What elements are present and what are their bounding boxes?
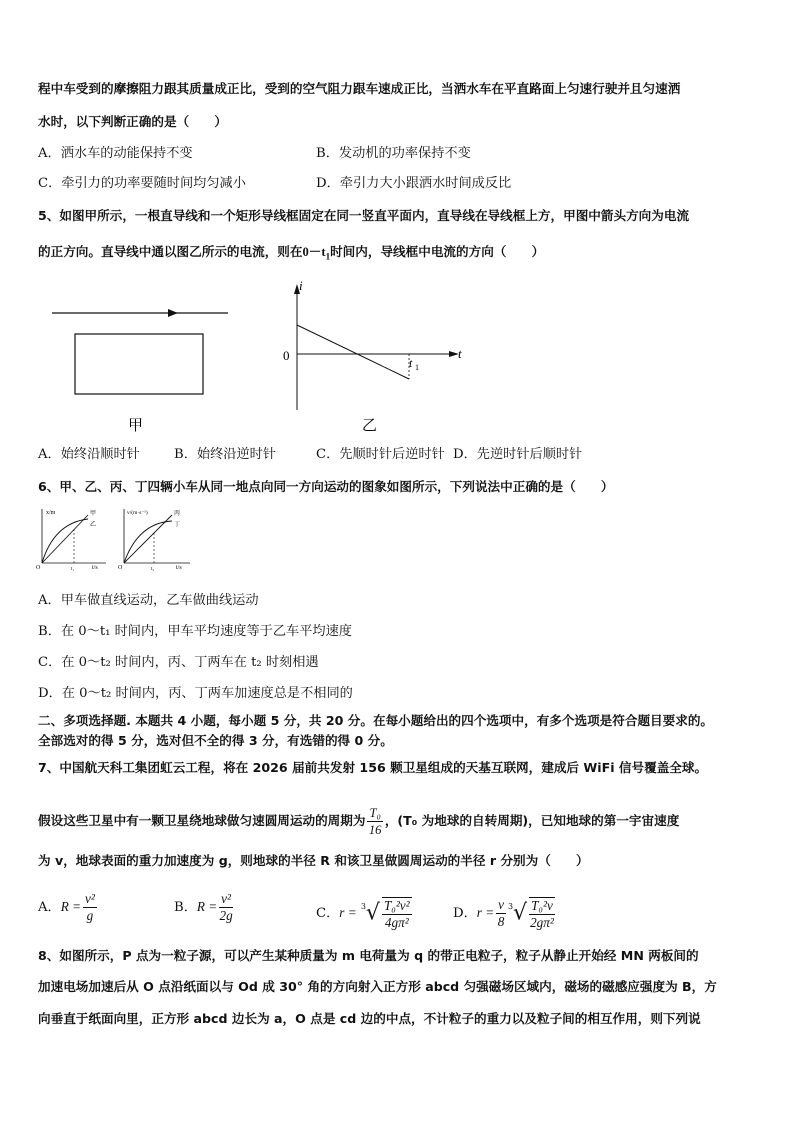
q7-c-root-index: 3 (360, 902, 366, 911)
t1-label: t (409, 356, 413, 370)
q5-stem-post: 时间内，导线框中电流的方向（ ） (330, 244, 545, 259)
q5-option-a[interactable]: A．始终沿顺时针 (38, 447, 140, 462)
q7-option-b[interactable] (174, 888, 235, 927)
vt-curve1-label: 丙 (174, 511, 181, 517)
q4-option-a[interactable]: A．洒水车的动能保持不变 (38, 146, 193, 161)
q5-stem-line-2 (38, 243, 544, 266)
q7-c-lhs: r = (339, 905, 357, 920)
q7-b-fraction (219, 891, 233, 924)
q7-period-den: 16 (368, 823, 382, 837)
q7-stem-line-1: 7、中国航天科工集团虹云工程，将在 2026 届前共发射 156 颗卫星组成的天基互联网，建成后 WiFi 信号覆盖全球。 (38, 760, 708, 775)
vt-xlabel: t/s (176, 565, 182, 571)
q5-time-range-text: 0－t (302, 245, 326, 259)
q6-option-a[interactable]: A．甲车做直线运动，乙车做曲线运动 (38, 593, 259, 608)
q5-stem-line-1: 5、如图甲所示，一根直导线和一个矩形导线框固定在同一竖直平面内，直导线在导线框上方，甲图中箭头方向为电流 (38, 208, 690, 223)
q4-option-d[interactable]: D．牵引力大小跟洒水时间成反比 (316, 176, 512, 191)
t1-subscript: 1 (415, 363, 419, 372)
q7-option-d[interactable] (453, 888, 557, 933)
q7-d-radical-icon: √ (513, 900, 528, 926)
q7-stem-post: ，(T₀ 为地球的自转周期)，已知地球的第一宇宙速度 (384, 813, 680, 828)
q7-a-fraction (83, 891, 97, 924)
q4-option-b[interactable]: B．发动机的功率保持不变 (316, 146, 471, 161)
q8-stem-line-1: 8、如图所示，P 点为一粒子源，可以产生某种质量为 m 电荷量为 q 的带正电粒子，粒子从静止开始经 MN 两板间的 (38, 948, 699, 963)
q7-option-a[interactable] (38, 888, 99, 927)
q7-d-num: T₀²v (531, 897, 553, 913)
q5-option-c[interactable]: C．先顺时针后逆时针 (316, 447, 445, 462)
q7-c-den: 4gπ² (384, 914, 409, 930)
q7-b-den: 2g (219, 908, 233, 923)
q7-b-label: B． (174, 900, 197, 915)
q6-graph-xt (36, 509, 106, 572)
curve-ding (124, 521, 172, 563)
t-axis-label: t (458, 346, 462, 361)
curve-jia (42, 515, 88, 563)
vt-tick: t₂ (151, 567, 155, 572)
q7-d-coef-num: v (498, 897, 504, 912)
figure-jia-label: 甲 (128, 418, 144, 434)
figure-yi-label: 乙 (362, 418, 378, 434)
q7-period-num: T₀ (369, 806, 381, 820)
q5-option-d[interactable]: D．先逆时针后顺时针 (453, 447, 583, 462)
q7-d-root-index: 3 (507, 902, 514, 911)
q4-stem-line-2: 水时，以下判断正确的是（ ） (38, 114, 227, 129)
q5-stem-pre: 的正方向。直导线中通以图乙所示的电流，则在 (38, 244, 303, 259)
q5-time-range (302, 245, 331, 262)
q5-option-b[interactable]: B．始终沿逆时针 (174, 447, 277, 462)
q7-c-fraction (382, 897, 412, 931)
q5-time-range-sub: 1 (325, 251, 331, 262)
xt-curve2-label: 乙 (90, 522, 97, 528)
q5-figure-jia (52, 309, 228, 434)
q6-stem: 6、甲、乙、丙、丁四辆小车从同一地点向同一方向运动的图象如图所示，下列说法中正确的是（ ） (38, 479, 614, 494)
q8-stem-line-3: 向垂直于纸面向里，正方形 abcd 边长为 a，O 点是 cd 边的中点，不计粒子的重力以及粒子间的相互作用，则下列说 (38, 1011, 701, 1026)
origin-label: 0 (283, 348, 290, 363)
xt-xlabel: t/s (92, 565, 98, 571)
q7-c-label: C． (316, 906, 340, 921)
current-line (297, 325, 409, 379)
q7-a-den: g (86, 908, 94, 923)
q7-option-c[interactable] (316, 888, 414, 933)
vt-origin: O (118, 565, 123, 571)
q7-c-radical-icon: √ (365, 900, 380, 926)
q7-stem-line-3: 为 v，地球表面的重力加速度为 g，则地球的半径 R 和该卫星做圆周运动的半径 r 分别为（ ） (38, 853, 589, 868)
q6-option-d[interactable]: D．在 0～t₂ 时间内，丙、丁两车加速度总是不相同的 (38, 686, 353, 701)
q7-a-lhs: R = (60, 899, 81, 914)
q6-option-c[interactable]: C．在 0～t₂ 时间内，丙、丁两车在 t₂ 时刻相遇 (38, 655, 319, 670)
xt-ylabel: x/m (46, 510, 56, 516)
q4-option-c[interactable]: C．牵引力的功率要随时间均匀减小 (38, 176, 246, 191)
q6-figures (36, 505, 196, 577)
q7-b-num: v² (221, 891, 231, 906)
xt-tick: t₁ (71, 567, 75, 572)
vt-curve2-label: 丁 (174, 522, 181, 528)
q7-a-label: A． (38, 900, 61, 915)
q7-d-fraction (529, 897, 555, 931)
vt-ylabel: v/(m·s⁻¹) (127, 510, 148, 516)
q7-b-lhs: R = (196, 899, 218, 914)
q6-graph-vt (118, 509, 190, 572)
i-axis-label: i (299, 280, 303, 293)
q7-stem-line-2 (38, 804, 679, 838)
q7-d-lhs: r = (476, 905, 495, 920)
q7-d-den: 2gπ² (530, 914, 554, 930)
q7-c-num: T₀²v² (383, 897, 410, 913)
q7-d-coef (496, 897, 506, 930)
current-arrow-icon (168, 309, 178, 317)
xt-curve1-label: 甲 (90, 511, 97, 517)
q7-period-fraction (367, 805, 382, 838)
section2-header-line-1: 二、多项选择题. 本题共 4 小题，每小题 5 分，共 20 分。在每小题给出的四个选项中，有多个选项是符合题目要求的。 (38, 713, 714, 728)
q4-stem-line-1: 程中车受到的摩擦阻力跟其质量成正比，受到的空气阻力跟车速成正比，当洒水车在平直路面上匀速行驶并且匀速洒 (38, 81, 681, 96)
q7-d-label: D． (453, 906, 477, 921)
q6-option-b[interactable]: B．在 0～t₁ 时间内，甲车平均速度等于乙车平均速度 (38, 624, 352, 639)
q7-d-coef-den: 8 (497, 914, 505, 929)
q5-figures (40, 280, 480, 440)
q7-stem-pre: 假设这些卫星中有一颗卫星绕地球做匀速圆周运动的周期为 (38, 813, 366, 828)
section2-header-line-2: 全部选对的得 5 分，选对但不全的得 3 分，有选错的得 0 分。 (38, 733, 393, 748)
q5-figure-yi (283, 280, 462, 434)
q8-stem-line-2: 加速电场加速后从 O 点沿纸面以与 Od 成 30° 角的方向射入正方形 abcd 匀强磁场区域内，磁场的磁感应强度为 B，方 (38, 979, 717, 994)
rectangular-loop (75, 334, 203, 394)
xt-origin: O (36, 565, 41, 571)
q7-a-num: v² (84, 891, 95, 906)
